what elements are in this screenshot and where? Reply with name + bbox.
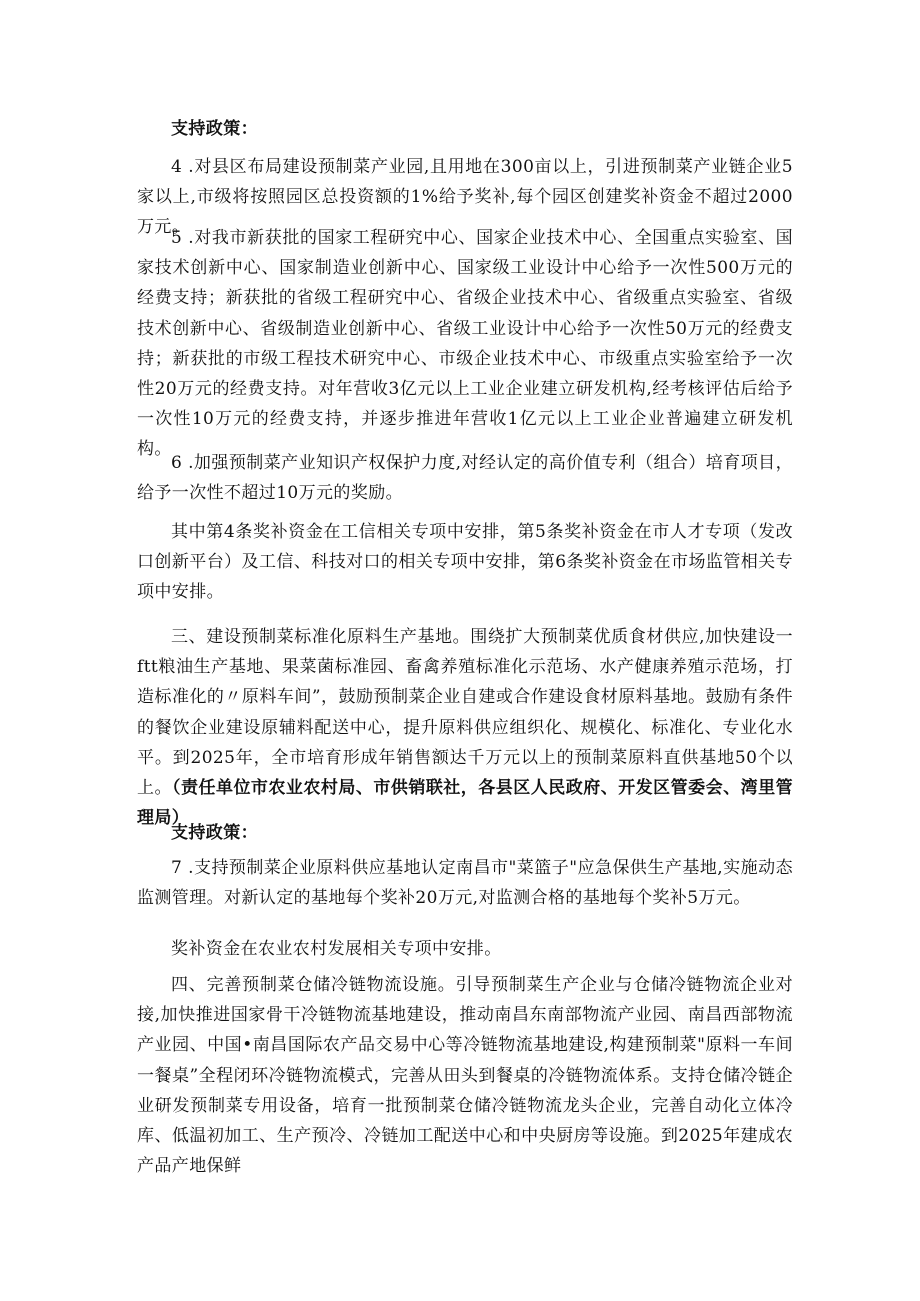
section-3-paragraph xyxy=(137,622,793,833)
policy-item-5: 5 .对我市新获批的国家工程研究中心、国家企业技术中心、全国重点实验室、国家技术创新中心、国家制造业创新中心、国家级工业设计中心给予一次性500万元的经费支持；新获批的省级工程研究中心、省级企业技术中心、省级重点实验室、省级技术创新中心、省级制造业创新中心、省级工业设计中心给予一次性50万元的经费支持；新获批的市级工程技术研究中心、市级企业技术中心、市级重点实验室给予一次性20万元的经费支持。对年营收3亿元以上工业企业建立研发机构,经考核评估后给予一次性10万元的经费支持，并逐步推进年营收1亿元以上工业企业普遍建立研发机构。 xyxy=(137,228,793,460)
policy-item-4: 4 .对县区布局建设预制菜产业园,且用地在300亩以上，引进预制菜产业链企业5家以上,市级将按照园区总投资额的1%给予奖补,每个园区创建奖补资金不超过2000万元。 xyxy=(137,157,793,238)
section-4-paragraph: 四、完善预制菜仓储冷链物流设施。引导预制菜生产企业与仓储冷链物流企业对接,加快推进国家骨干冷链物流基地建设，推动南昌东南部物流产业园、南昌西部物流产业园、中国•南昌国际农产品交易中心等冷链物流基地建设,构建预制菜"原料一车间一餐桌”全程闭环冷链物流模式，完善从田头到餐桌的冷链物流体系。支持仓储冷链企业研发预制菜专用设备，培育一批预制菜仓储冷链物流龙头企业，完善自动化立体冷库、低温初加工、生产预冷、冷链加工配送中心和中央厨房等设施。到2025年建成农产品产地保鲜 xyxy=(137,975,793,1177)
section-3-responsible-units: （责任单位市农业农村局、市供销联社，各县区人民政府、开发区管委会、湾里管理局） xyxy=(137,778,793,829)
section-3-text: 三、建设预制菜标准化原料生产基地。围绕扩大预制菜优质食材供应,加快建设一ftt粮油生产基地、果菜菌标准园、畜禽养殖标准化示范场、水产健康养殖示范场，打造标准化的〃原料车间”，鼓励预制菜企业自建或合作建设食材原料基地。鼓励有条件的餐饮企业建设原辅料配送中心，提升原料供应组织化、规模化、标准化、专业化水平。到2025年，全市培育形成年销售额达千万元以上的预制菜原料直供基地50个以上。 xyxy=(137,627,793,799)
support-policy-heading: 支持政策： xyxy=(171,119,258,139)
funding-note-1: 其中第4条奖补资金在工信相关专项中安排，第5条奖补资金在市人才专项（发改口创新平台）及工信、科技对口的相关专项中安排，第6条奖补资金在市场监管相关专项中安排。 xyxy=(137,522,793,603)
funding-note-2: 奖补资金在农业农村发展相关专项中安排。 xyxy=(171,939,502,959)
support-policy-heading-2: 支持政策： xyxy=(171,823,258,843)
policy-item-6: 6 .加强预制菜产业知识产权保护力度,对经认定的高价值专利（组合）培育项目，给予一次性不超过10万元的奖励。 xyxy=(137,453,793,504)
policy-item-7: 7 .支持预制菜企业原料供应基地认定南昌市"菜篮子"应急保供生产基地,实施动态监测管理。对新认定的基地每个奖补20万元,对监测合格的基地每个奖补5万元。 xyxy=(137,858,793,909)
